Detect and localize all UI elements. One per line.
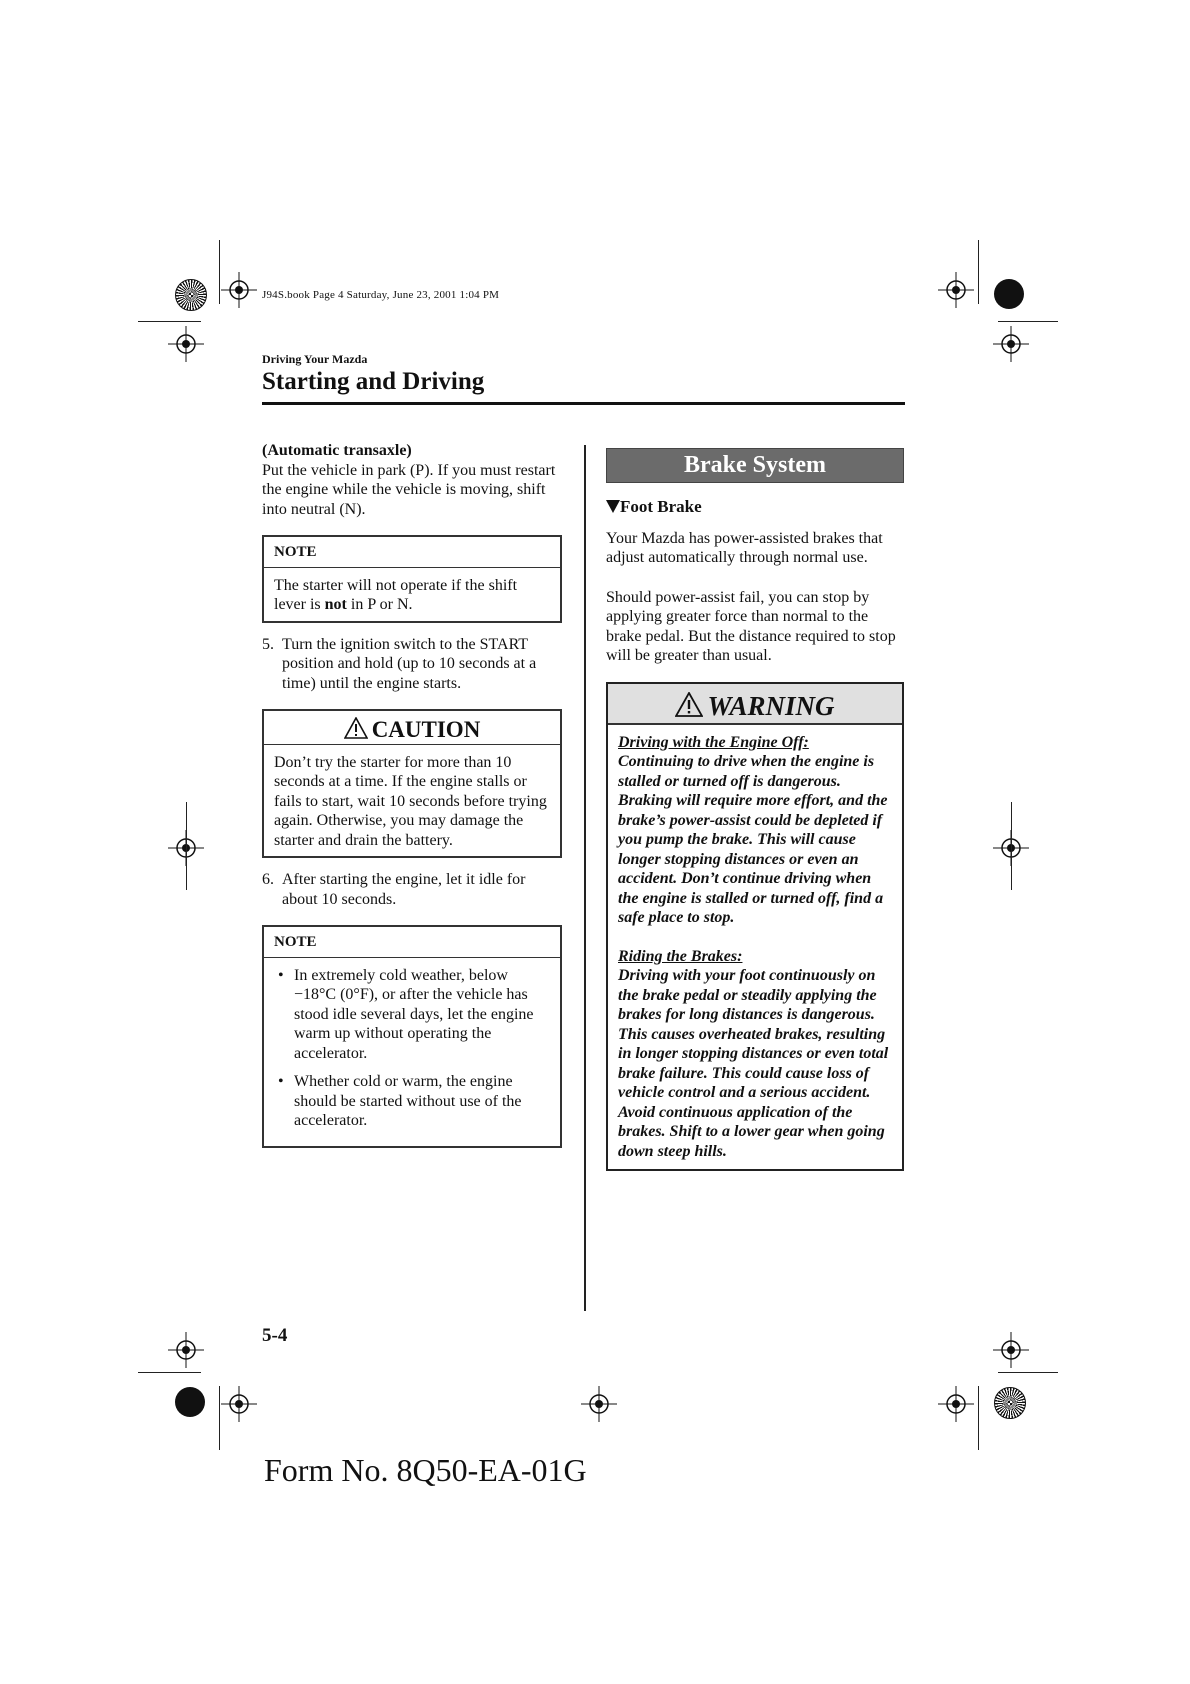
color-bar-icon	[175, 279, 207, 311]
warning-triangle-icon	[344, 717, 368, 739]
warning-text: Continuing to drive when the engine is stalled or turned off is dangerous. Braking will require more effort, and the brake’s power-assist could be depleted if you pump the brake. This will cause longer stopping distances or even an accident. Don’t continue driving when the engine is stalled or turned off, find a safe place to stop.	[618, 753, 888, 926]
intro-heading: (Automatic transaxle)	[262, 442, 412, 459]
caution-header	[264, 711, 560, 745]
registration-mark-icon	[993, 1332, 1029, 1368]
note-label: NOTE	[264, 927, 560, 958]
note-label: NOTE	[264, 537, 560, 568]
step-number: 5.	[262, 635, 274, 653]
step-item	[262, 870, 562, 909]
registration-mark-icon	[581, 1386, 617, 1422]
step-item	[262, 635, 562, 694]
warning-box	[606, 682, 904, 1172]
page-title: Starting and Driving	[262, 368, 485, 395]
section-label: Driving Your Mazda	[262, 352, 368, 366]
warning-text: Driving with your foot continuously on the brake pedal or steadily applying the brakes for long distances is dangerous. This causes overheated brakes, resulting in longer stopping distances or even total brake failure. This could cause loss of vehicle control and a serious accident. Avoid continuous application of the brakes. Shift to a lower gear when going down steep hills.	[618, 967, 889, 1160]
step-text: Turn the ignition switch to the START position and hold (up to 10 seconds at a time) until the engine starts.	[282, 635, 537, 692]
paragraph: Your Mazda has power-assisted brakes that adjust automatically through normal use.	[606, 529, 883, 566]
list-item: • Whether cold or warm, the engine should be started without use of the accelerator.	[274, 1072, 550, 1131]
step-number: 6.	[262, 871, 274, 888]
subheading-text: Foot Brake	[620, 497, 702, 516]
color-bar-icon	[994, 1387, 1026, 1419]
form-number: Form No. 8Q50-EA-01G	[264, 1452, 587, 1488]
section-banner: Brake System	[606, 448, 904, 483]
caution-label: CAUTION	[371, 717, 481, 742]
note-emphasis: not	[324, 596, 347, 613]
note-box	[262, 925, 562, 1148]
caution-box	[262, 709, 562, 858]
warning-triangle-icon	[675, 692, 703, 717]
note-bullet-list	[274, 966, 550, 1131]
list-item: • In extremely cold weather, below −18°C (0°F), or after the vehicle has stood idle several days, let the engine warm up without operating the accelerator.	[274, 966, 550, 1064]
warning-body	[608, 725, 902, 1170]
note-text-part: in P or N.	[346, 596, 413, 613]
warning-label: WARNING	[707, 690, 835, 721]
page-number: 5-4	[262, 1325, 288, 1346]
subheading	[606, 497, 904, 517]
left-column	[262, 441, 562, 1148]
note-box	[262, 535, 562, 623]
registration-mark-icon	[221, 1386, 257, 1422]
title-rule	[262, 402, 905, 405]
down-triangle-icon	[606, 500, 620, 513]
registration-mark-icon	[993, 326, 1029, 362]
registration-mark-icon	[938, 272, 974, 308]
print-job-info: J94S.book Page 4 Saturday, June 23, 2001 1:04 PM	[262, 289, 500, 301]
registration-mark-icon	[221, 272, 257, 308]
right-column	[606, 448, 904, 1171]
solid-dot-icon	[175, 1387, 205, 1417]
note-body	[264, 958, 560, 1146]
column-divider	[584, 445, 586, 1311]
registration-mark-icon	[168, 1332, 204, 1368]
paragraph: Should power-assist fail, you can stop by applying greater force than normal to the brake pedal. But the distance required to stop will be greater than usual.	[606, 588, 896, 664]
note-text	[264, 568, 560, 621]
note-text-part: The starter will not operate if the shift lever is	[274, 576, 518, 613]
warning-header	[608, 684, 902, 725]
solid-dot-icon	[994, 279, 1024, 309]
caution-text: Don’t try the starter for more than 10 seconds at a time. If the engine stalls or fails to start, wait 10 seconds before trying again. Otherwise, you may damage the starter and drain the battery.	[274, 753, 547, 849]
warning-subheading: Riding the Brakes:	[618, 947, 743, 965]
step-text: After starting the engine, let it idle for about 10 seconds.	[282, 871, 526, 908]
registration-mark-icon	[168, 326, 204, 362]
warning-subheading: Driving with the Engine Off:	[618, 733, 809, 751]
registration-mark-icon	[938, 1386, 974, 1422]
intro-text: Put the vehicle in park (P). If you must restart the engine while the vehicle is moving, shift into neutral (N).	[262, 461, 556, 518]
